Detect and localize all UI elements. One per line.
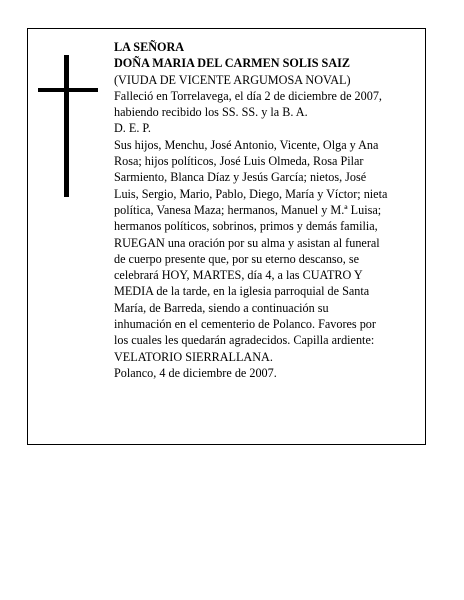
obituary-text <box>114 39 414 381</box>
family-line: Sus hijos, Menchu, José Antonio, Vicente, Olga y Ana <box>114 137 379 152</box>
notice-title: LA SEÑORA <box>114 40 185 54</box>
deceased-name: DOÑA MARIA DEL CARMEN SOLIS SAIZ <box>114 56 351 71</box>
request-line: María, de Barreda, siendo a continuación su <box>114 300 329 315</box>
request-line: inhumación en el cementerio de Polanco. Favores por <box>114 317 376 332</box>
request-line: los cuales les quedarán agradecidos. Capilla ardiente: <box>114 333 375 348</box>
family-line: Sarmiento, Blanca Díaz y Jesús García; nietos, José <box>114 170 367 185</box>
request-line: VELATORIO SIERRALLANA. <box>114 349 273 364</box>
request-line: MEDIA de la tarde, en la iglesia parroquial de Santa <box>114 284 370 299</box>
dep-line: D. E. P. <box>114 121 151 136</box>
family-line: Rosa; hijos políticos, José Luis Olmeda, Rosa Pilar <box>114 154 364 169</box>
cross-vertical-bar <box>64 55 69 197</box>
death-line-2: habiendo recibido los SS. SS. y la B. A. <box>114 105 308 120</box>
cross-icon <box>38 55 98 197</box>
family-line: política, Vanesa Maza; hermanos, Manuel y M.ª Luisa; <box>114 202 382 217</box>
widow-of-line: (VIUDA DE VICENTE ARGUMOSA NOVAL) <box>114 72 351 87</box>
request-line: RUEGAN una oración por su alma y asistan al funeral <box>114 235 380 250</box>
closing-line: Polanco, 4 de diciembre de 2007. <box>114 365 277 380</box>
cross-horizontal-bar <box>38 88 98 92</box>
request-line: de cuerpo presente que, por su eterno descanso, se <box>114 251 360 266</box>
request-line: celebrará HOY, MARTES, día 4, a las CUATRO Y <box>114 268 363 283</box>
family-line: hermanos políticos, sobrinos, primos y demás familia, <box>114 219 378 234</box>
death-line-1: Falleció en Torrelavega, el día 2 de diciembre de 2007, <box>114 88 382 103</box>
family-line: Luis, Sergio, Mario, Pablo, Diego, María y Víctor; nieta <box>114 186 388 201</box>
